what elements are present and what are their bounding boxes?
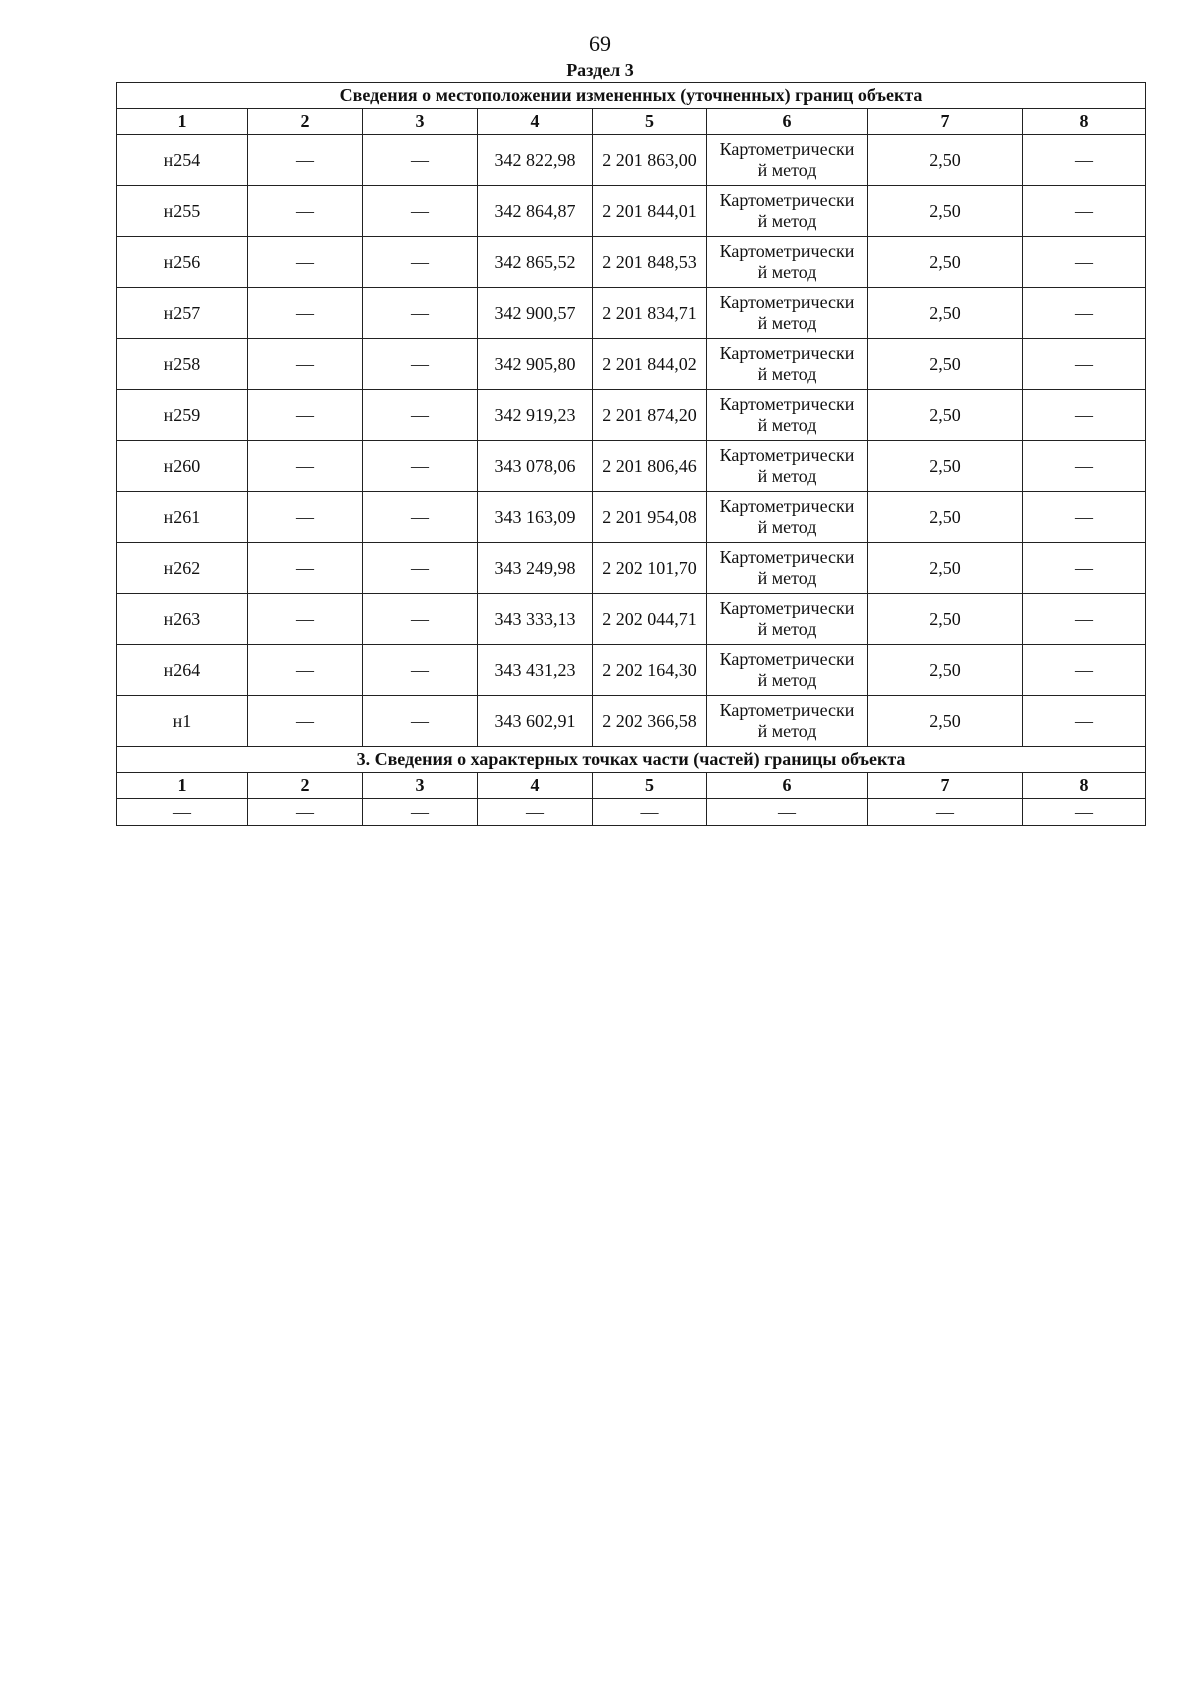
accuracy-cell: 2,50: [868, 645, 1023, 696]
section-title: Раздел 3: [566, 60, 634, 80]
y-old-cell: —: [363, 594, 478, 645]
table2-title-row: [117, 747, 1146, 773]
method-cell: [707, 543, 868, 594]
method-cell: [707, 645, 868, 696]
x-old-cell: —: [248, 441, 363, 492]
method-cell: [707, 696, 868, 747]
column-number: 3: [363, 109, 478, 135]
column-number: 2: [248, 773, 363, 799]
description-cell: —: [1023, 135, 1146, 186]
method-cell: [707, 339, 868, 390]
accuracy-cell: 2,50: [868, 441, 1023, 492]
point-name-cell: н264: [117, 645, 248, 696]
table1-column-numbers-row: [117, 109, 1146, 135]
x-new-cell: 343 078,06: [478, 441, 593, 492]
method-line-2: й метод: [757, 160, 817, 180]
table-row: [117, 237, 1146, 288]
x-new-cell: 343 163,09: [478, 492, 593, 543]
column-number: 7: [868, 109, 1023, 135]
method-line-1: Картометрически: [719, 139, 855, 159]
column-number: 5: [593, 773, 707, 799]
method-line-2: й метод: [757, 619, 817, 639]
table-row: [117, 390, 1146, 441]
point-name-cell: н255: [117, 186, 248, 237]
empty-cell: —: [363, 799, 478, 826]
x-old-cell: —: [248, 237, 363, 288]
method-line-1: Картометрически: [719, 649, 855, 669]
column-number: 6: [707, 109, 868, 135]
point-name-cell: н263: [117, 594, 248, 645]
x-new-cell: 342 822,98: [478, 135, 593, 186]
column-number: 8: [1023, 109, 1146, 135]
method-line-2: й метод: [757, 670, 817, 690]
boundary-coordinates-table: [116, 82, 1146, 826]
method-line-1: Картометрически: [719, 496, 855, 516]
method-cell: [707, 441, 868, 492]
description-cell: —: [1023, 288, 1146, 339]
y-new-cell: 2 201 834,71: [593, 288, 707, 339]
empty-cell: —: [248, 799, 363, 826]
y-new-cell: 2 201 874,20: [593, 390, 707, 441]
column-number: 3: [363, 773, 478, 799]
y-old-cell: —: [363, 288, 478, 339]
y-new-cell: 2 201 863,00: [593, 135, 707, 186]
x-old-cell: —: [248, 288, 363, 339]
table-row: [117, 594, 1146, 645]
description-cell: —: [1023, 186, 1146, 237]
y-new-cell: 2 201 806,46: [593, 441, 707, 492]
method-cell: [707, 594, 868, 645]
method-line-1: Картометрически: [719, 292, 855, 312]
x-new-cell: 342 919,23: [478, 390, 593, 441]
description-cell: —: [1023, 339, 1146, 390]
table-row: [117, 135, 1146, 186]
x-new-cell: 343 249,98: [478, 543, 593, 594]
column-number: 5: [593, 109, 707, 135]
y-new-cell: 2 201 844,02: [593, 339, 707, 390]
description-cell: —: [1023, 492, 1146, 543]
table-row: [117, 645, 1146, 696]
description-cell: —: [1023, 645, 1146, 696]
description-cell: —: [1023, 237, 1146, 288]
point-name-cell: н259: [117, 390, 248, 441]
method-cell: [707, 135, 868, 186]
y-new-cell: 2 201 954,08: [593, 492, 707, 543]
method-line-1: Картометрически: [719, 445, 855, 465]
accuracy-cell: 2,50: [868, 186, 1023, 237]
table-body: [117, 83, 1146, 826]
description-cell: —: [1023, 441, 1146, 492]
y-old-cell: —: [363, 186, 478, 237]
table-row: [117, 696, 1146, 747]
empty-cell: —: [478, 799, 593, 826]
x-old-cell: —: [248, 186, 363, 237]
x-new-cell: 342 905,80: [478, 339, 593, 390]
method-line-2: й метод: [757, 262, 817, 282]
column-number: 8: [1023, 773, 1146, 799]
x-old-cell: —: [248, 135, 363, 186]
point-name-cell: н258: [117, 339, 248, 390]
column-number: 7: [868, 773, 1023, 799]
description-cell: —: [1023, 696, 1146, 747]
method-line-2: й метод: [757, 517, 817, 537]
y-new-cell: 2 201 844,01: [593, 186, 707, 237]
x-old-cell: —: [248, 390, 363, 441]
description-cell: —: [1023, 543, 1146, 594]
method-line-1: Картометрически: [719, 241, 855, 261]
table1-title: Сведения о местоположении измененных (уточненных) границ объекта: [117, 83, 1146, 109]
column-number: 6: [707, 773, 868, 799]
table-row: [117, 799, 1146, 826]
method-line-1: Картометрически: [719, 394, 855, 414]
method-line-2: й метод: [757, 211, 817, 231]
x-new-cell: 342 865,52: [478, 237, 593, 288]
point-name-cell: н262: [117, 543, 248, 594]
y-new-cell: 2 202 101,70: [593, 543, 707, 594]
method-line-2: й метод: [757, 721, 817, 741]
empty-cell: —: [868, 799, 1023, 826]
point-name-cell: н260: [117, 441, 248, 492]
column-number: 1: [117, 773, 248, 799]
table2-column-numbers-row: [117, 773, 1146, 799]
point-name-cell: н1: [117, 696, 248, 747]
x-new-cell: 343 333,13: [478, 594, 593, 645]
table-row: [117, 186, 1146, 237]
method-cell: [707, 492, 868, 543]
accuracy-cell: 2,50: [868, 339, 1023, 390]
y-old-cell: —: [363, 696, 478, 747]
column-number: 4: [478, 109, 593, 135]
column-number: 2: [248, 109, 363, 135]
method-line-1: Картометрически: [719, 700, 855, 720]
empty-cell: —: [593, 799, 707, 826]
column-number: 4: [478, 773, 593, 799]
accuracy-cell: 2,50: [868, 288, 1023, 339]
x-new-cell: 342 900,57: [478, 288, 593, 339]
table2-title: 3. Сведения о характерных точках части (частей) границы объекта: [117, 747, 1146, 773]
method-line-2: й метод: [757, 415, 817, 435]
method-line-1: Картометрически: [719, 190, 855, 210]
method-line-2: й метод: [757, 364, 817, 384]
y-old-cell: —: [363, 237, 478, 288]
column-number: 1: [117, 109, 248, 135]
y-new-cell: 2 202 044,71: [593, 594, 707, 645]
point-name-cell: н257: [117, 288, 248, 339]
y-new-cell: 2 201 848,53: [593, 237, 707, 288]
accuracy-cell: 2,50: [868, 696, 1023, 747]
y-old-cell: —: [363, 390, 478, 441]
method-line-1: Картометрически: [719, 343, 855, 363]
table-row: [117, 543, 1146, 594]
method-line-1: Картометрически: [719, 547, 855, 567]
y-old-cell: —: [363, 492, 478, 543]
y-new-cell: 2 202 164,30: [593, 645, 707, 696]
method-line-2: й метод: [757, 466, 817, 486]
accuracy-cell: 2,50: [868, 390, 1023, 441]
y-old-cell: —: [363, 441, 478, 492]
method-cell: [707, 390, 868, 441]
x-old-cell: —: [248, 594, 363, 645]
table-row: [117, 492, 1146, 543]
table-row: [117, 288, 1146, 339]
point-name-cell: н261: [117, 492, 248, 543]
method-cell: [707, 186, 868, 237]
accuracy-cell: 2,50: [868, 594, 1023, 645]
accuracy-cell: 2,50: [868, 492, 1023, 543]
page-number: 69: [589, 31, 611, 56]
x-old-cell: —: [248, 339, 363, 390]
x-old-cell: —: [248, 492, 363, 543]
method-line-1: Картометрически: [719, 598, 855, 618]
table-row: [117, 441, 1146, 492]
table1-title-row: [117, 83, 1146, 109]
y-old-cell: —: [363, 543, 478, 594]
description-cell: —: [1023, 390, 1146, 441]
y-old-cell: —: [363, 339, 478, 390]
method-line-2: й метод: [757, 568, 817, 588]
accuracy-cell: 2,50: [868, 237, 1023, 288]
point-name-cell: н254: [117, 135, 248, 186]
empty-cell: —: [1023, 799, 1146, 826]
x-old-cell: —: [248, 696, 363, 747]
description-cell: —: [1023, 594, 1146, 645]
point-name-cell: н256: [117, 237, 248, 288]
x-old-cell: —: [248, 543, 363, 594]
empty-cell: —: [707, 799, 868, 826]
method-cell: [707, 288, 868, 339]
y-new-cell: 2 202 366,58: [593, 696, 707, 747]
x-new-cell: 343 431,23: [478, 645, 593, 696]
y-old-cell: —: [363, 645, 478, 696]
method-line-2: й метод: [757, 313, 817, 333]
table-row: [117, 339, 1146, 390]
empty-cell: —: [117, 799, 248, 826]
x-new-cell: 343 602,91: [478, 696, 593, 747]
x-new-cell: 342 864,87: [478, 186, 593, 237]
x-old-cell: —: [248, 645, 363, 696]
accuracy-cell: 2,50: [868, 135, 1023, 186]
y-old-cell: —: [363, 135, 478, 186]
accuracy-cell: 2,50: [868, 543, 1023, 594]
method-cell: [707, 237, 868, 288]
